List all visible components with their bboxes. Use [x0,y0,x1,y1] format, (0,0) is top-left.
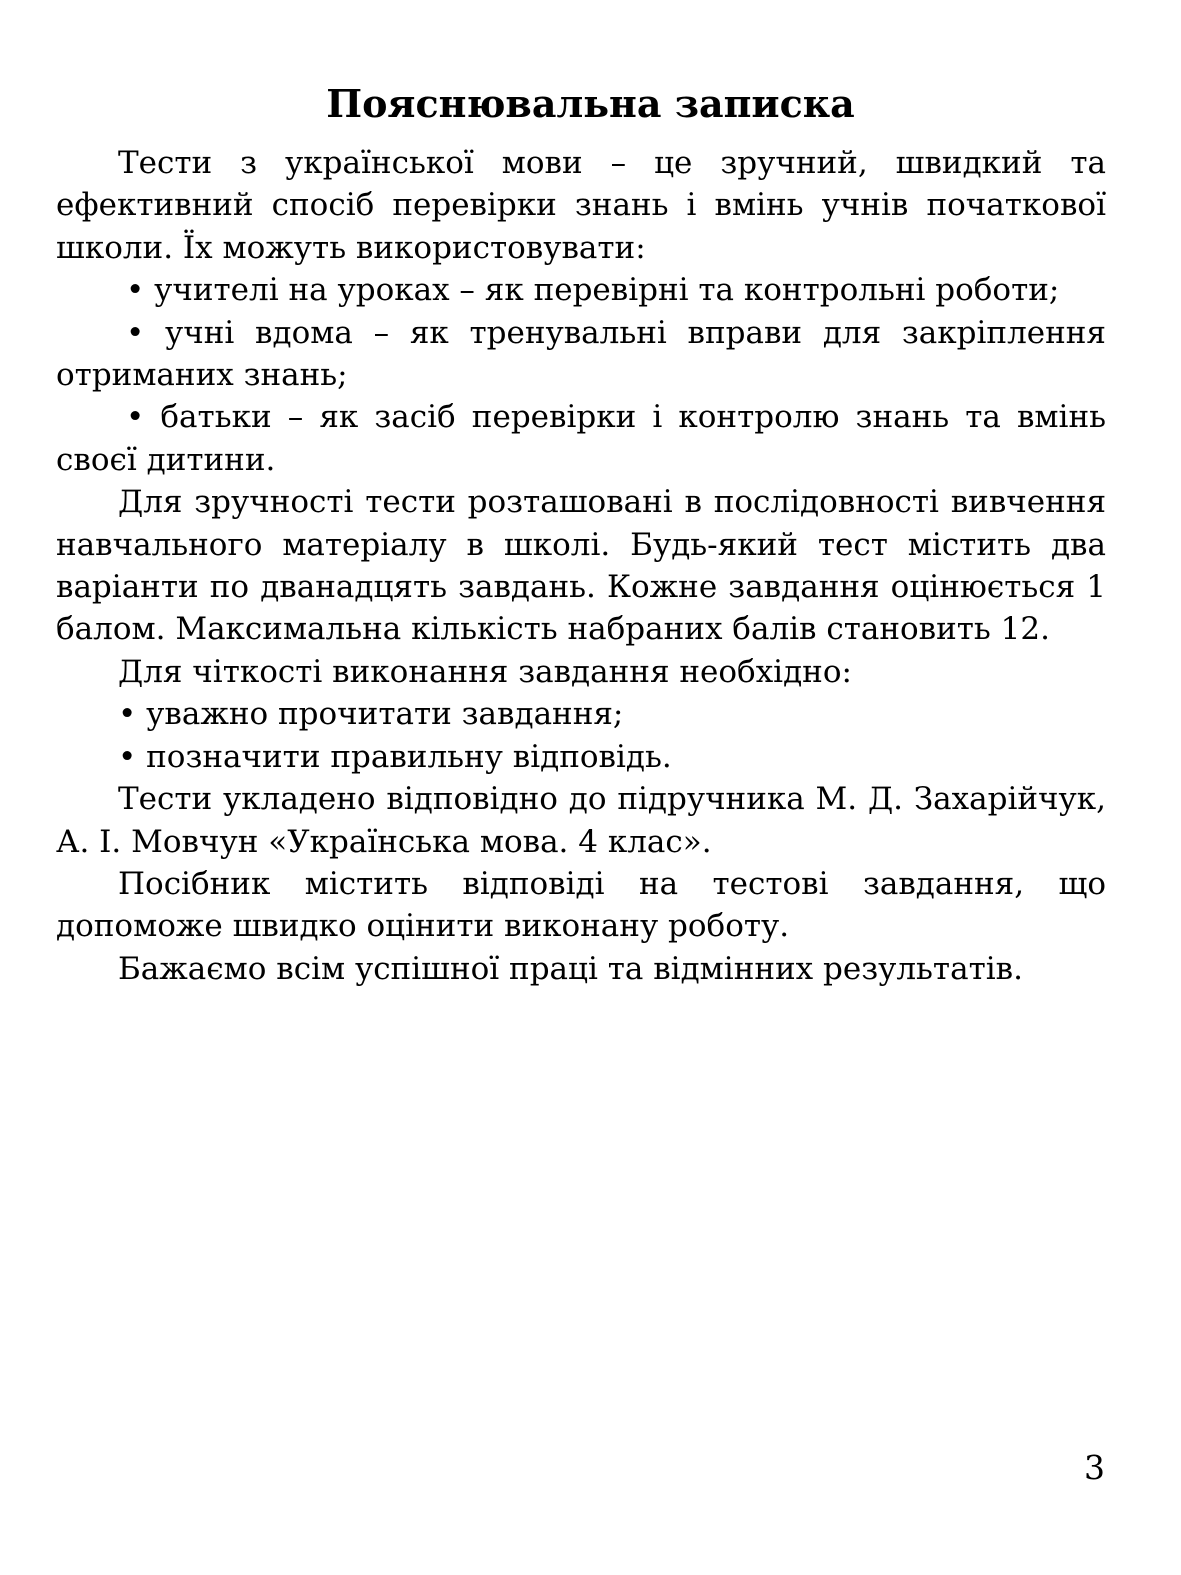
paragraph-textbook: Тести укладено відповідно до підручника М. Д. Захарійчук, А. І. Мовчун «Українська мова. 4 клас». [56,781,1106,860]
page-title: Пояснювальна записка [326,81,855,126]
bullet-read-task: • уважно прочитати завдання; [118,696,624,733]
bullet-mark-answer: • позначити правильну відповідь. [118,738,672,775]
body-text [56,142,1106,990]
bullet-students: • учні вдома – як тренувальні вправи для закріплення отриманих знань; [56,314,1106,394]
paragraph-intro: Тести з української мови – це зручний, швидкий та ефективний спосіб перевірки знань і вмінь учнів початкової школи. Їх можуть використовувати: [56,145,1106,266]
paragraph-structure: Для зручності тести розташовані в послідовності вивчення навчального матеріалу в школі. Будь-який тест містить два варіанти по дванадцять завдань. Кожне завдання оцінюється 1 балом. Максимальна кількість набраних балів становить 12. [56,484,1106,648]
paragraph-wishes: Бажаємо всім успішної праці та відмінних результатів. [118,950,1023,987]
bullet-teachers: • учителі на уроках – як перевірні та контрольні роботи; [126,272,1060,309]
page-number: 3 [1084,1448,1105,1487]
paragraph-instructions: Для чіткості виконання завдання необхідно: [118,653,852,690]
paragraph-answers: Посібник містить відповіді на тестові завдання, що допоможе швидко оцінити виконану роботу. [56,865,1106,945]
bullet-parents: • батьки – як засіб перевірки і контролю знань та вмінь своєї дитини. [56,399,1106,478]
